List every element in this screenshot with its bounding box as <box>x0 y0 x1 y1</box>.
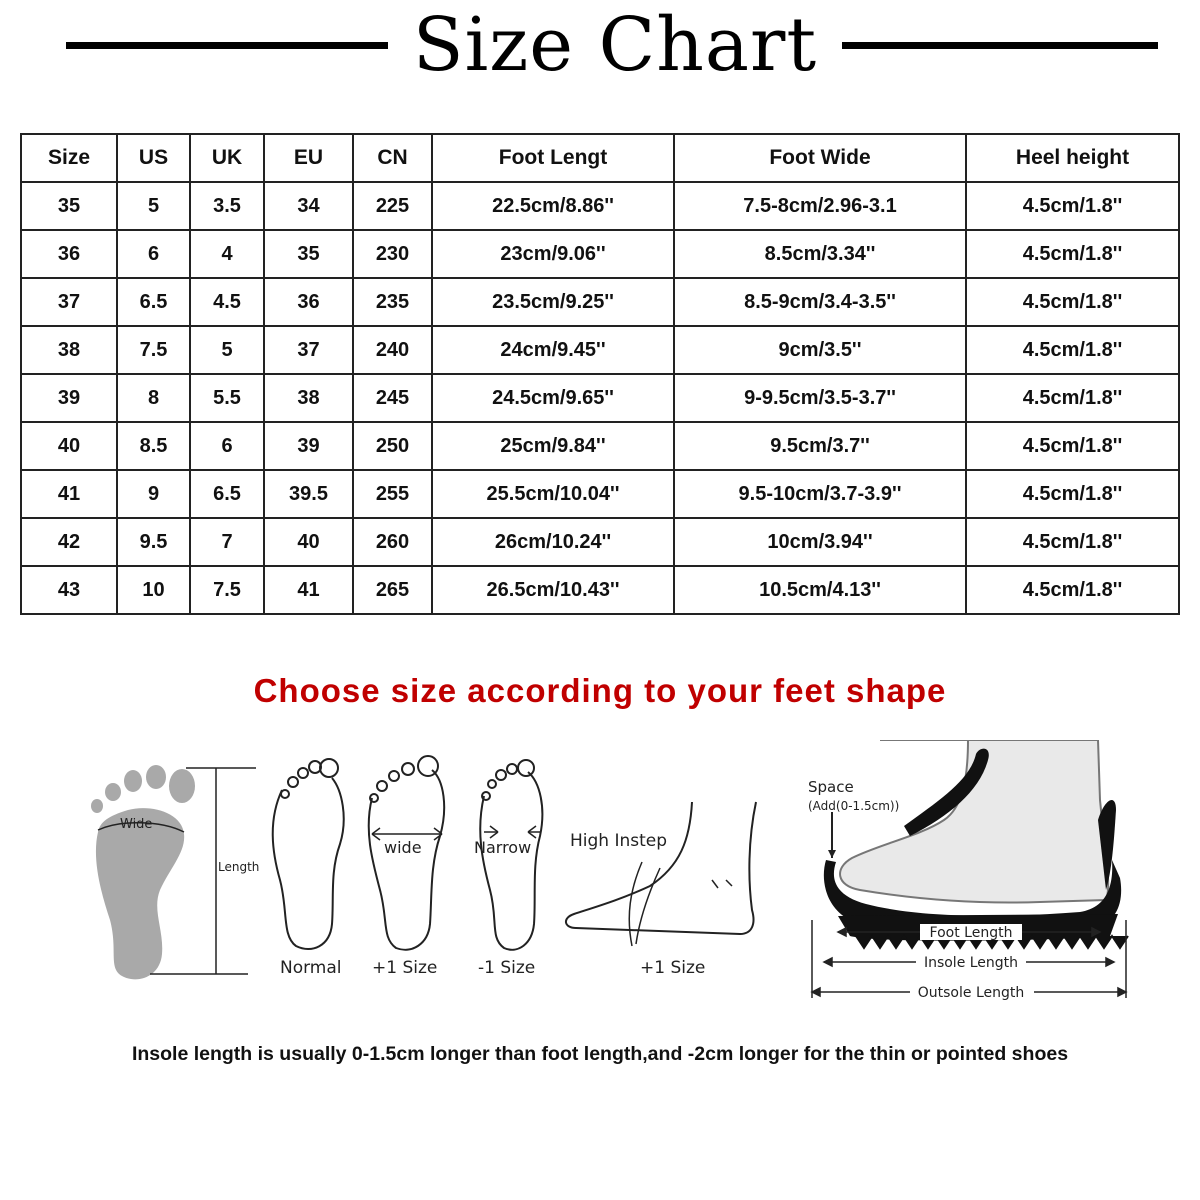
header-heel-height: Heel height <box>966 134 1179 182</box>
insole-length-label: Insole Length <box>923 955 1019 971</box>
cell-cn: 235 <box>353 278 432 326</box>
cell-uk: 5 <box>190 326 264 374</box>
length-label: Length <box>218 860 260 874</box>
table-row <box>21 374 1179 422</box>
cell-uk: 6.5 <box>190 470 264 518</box>
cell-foot-length: 25.5cm/10.04'' <box>432 470 674 518</box>
high-instep-plus-one-size: +1 Size <box>640 958 706 978</box>
table-header-row <box>21 134 1179 182</box>
cell-size: 37 <box>21 278 117 326</box>
title-rule-right <box>842 42 1158 49</box>
cell-foot-wide: 9.5cm/3.7'' <box>674 422 966 470</box>
cell-foot-wide: 7.5-8cm/2.96-3.1 <box>674 182 966 230</box>
header-foot-wide: Foot Wide <box>674 134 966 182</box>
title-rule-left <box>66 42 388 49</box>
cell-heel-height: 4.5cm/1.8'' <box>966 326 1179 374</box>
header-size: Size <box>21 134 117 182</box>
cell-foot-length: 24.5cm/9.65'' <box>432 374 674 422</box>
cell-cn: 245 <box>353 374 432 422</box>
cell-uk: 7 <box>190 518 264 566</box>
cell-us: 10 <box>117 566 190 614</box>
cell-eu: 39.5 <box>264 470 353 518</box>
size-table <box>20 133 1180 615</box>
cell-eu: 36 <box>264 278 353 326</box>
cell-us: 9.5 <box>117 518 190 566</box>
cell-foot-wide: 9-9.5cm/3.5-3.7'' <box>674 374 966 422</box>
cell-foot-length: 23cm/9.06'' <box>432 230 674 278</box>
cell-eu: 39 <box>264 422 353 470</box>
cell-us: 8.5 <box>117 422 190 470</box>
cell-uk: 7.5 <box>190 566 264 614</box>
header-foot-length: Foot Lengt <box>432 134 674 182</box>
cell-heel-height: 4.5cm/1.8'' <box>966 422 1179 470</box>
header-cn: CN <box>353 134 432 182</box>
page-title: Size Chart <box>412 2 818 88</box>
cell-eu: 41 <box>264 566 353 614</box>
cell-cn: 260 <box>353 518 432 566</box>
outsole-length-label: Outsole Length <box>917 985 1025 1001</box>
cell-cn: 250 <box>353 422 432 470</box>
insole-note: Insole length is usually 0-1.5cm longer than foot length,and -2cm longer for the thin or pointed shoes <box>131 1043 1069 1065</box>
cell-size: 41 <box>21 470 117 518</box>
table-row <box>21 422 1179 470</box>
high-instep-label: High Instep <box>570 831 668 851</box>
cell-foot-wide: 10cm/3.94'' <box>674 518 966 566</box>
cell-cn: 255 <box>353 470 432 518</box>
cell-eu: 35 <box>264 230 353 278</box>
cell-foot-wide: 10.5cm/4.13'' <box>674 566 966 614</box>
cell-size: 39 <box>21 374 117 422</box>
cell-foot-length: 24cm/9.45'' <box>432 326 674 374</box>
footprint-icon <box>91 765 195 979</box>
table-row <box>21 230 1179 278</box>
cell-size: 38 <box>21 326 117 374</box>
cell-eu: 37 <box>264 326 353 374</box>
high-instep-foot-icon <box>566 802 756 946</box>
cell-us: 7.5 <box>117 326 190 374</box>
cell-foot-length: 23.5cm/9.25'' <box>432 278 674 326</box>
table-row <box>21 470 1179 518</box>
shoe-cross-section-icon <box>824 740 1128 948</box>
cell-heel-height: 4.5cm/1.8'' <box>966 230 1179 278</box>
cell-us: 9 <box>117 470 190 518</box>
header-us: US <box>117 134 190 182</box>
header-uk: UK <box>190 134 264 182</box>
narrow-minus-one-size: -1 Size <box>478 958 536 978</box>
cell-heel-height: 4.5cm/1.8'' <box>966 182 1179 230</box>
table-row <box>21 326 1179 374</box>
cell-us: 5 <box>117 182 190 230</box>
wide-foot-label: wide <box>384 838 422 857</box>
space-add-label: (Add(0-1.5cm)) <box>808 799 900 813</box>
normal-label: Normal <box>280 958 342 978</box>
cell-foot-wide: 9.5-10cm/3.7-3.9'' <box>674 470 966 518</box>
cell-cn: 225 <box>353 182 432 230</box>
cell-uk: 6 <box>190 422 264 470</box>
table-row <box>21 566 1179 614</box>
space-label: Space <box>808 778 854 796</box>
cell-eu: 40 <box>264 518 353 566</box>
narrow-label: Narrow <box>474 838 532 857</box>
cell-eu: 34 <box>264 182 353 230</box>
cell-heel-height: 4.5cm/1.8'' <box>966 470 1179 518</box>
table-row <box>21 182 1179 230</box>
normal-foot-icon <box>273 759 344 949</box>
foot-length-label: Foot Length <box>929 925 1013 941</box>
cell-heel-height: 4.5cm/1.8'' <box>966 518 1179 566</box>
cell-size: 42 <box>21 518 117 566</box>
cell-foot-wide: 9cm/3.5'' <box>674 326 966 374</box>
cell-size: 40 <box>21 422 117 470</box>
foot-shape-svg <box>0 740 1200 1010</box>
cell-uk: 4.5 <box>190 278 264 326</box>
header-eu: EU <box>264 134 353 182</box>
cell-foot-length: 26.5cm/10.43'' <box>432 566 674 614</box>
cell-size: 43 <box>21 566 117 614</box>
cell-foot-length: 26cm/10.24'' <box>432 518 674 566</box>
cell-foot-length: 22.5cm/8.86'' <box>432 182 674 230</box>
cell-foot-length: 25cm/9.84'' <box>432 422 674 470</box>
cell-heel-height: 4.5cm/1.8'' <box>966 374 1179 422</box>
cell-us: 6 <box>117 230 190 278</box>
cell-cn: 240 <box>353 326 432 374</box>
cell-uk: 4 <box>190 230 264 278</box>
cell-heel-height: 4.5cm/1.8'' <box>966 278 1179 326</box>
foot-shape-illustration <box>0 740 1200 1010</box>
cell-us: 6.5 <box>117 278 190 326</box>
cell-us: 8 <box>117 374 190 422</box>
cell-cn: 265 <box>353 566 432 614</box>
cell-uk: 3.5 <box>190 182 264 230</box>
cell-size: 36 <box>21 230 117 278</box>
cell-heel-height: 4.5cm/1.8'' <box>966 566 1179 614</box>
cell-foot-wide: 8.5cm/3.34'' <box>674 230 966 278</box>
cell-foot-wide: 8.5-9cm/3.4-3.5'' <box>674 278 966 326</box>
cell-size: 35 <box>21 182 117 230</box>
cell-cn: 230 <box>353 230 432 278</box>
table-row <box>21 518 1179 566</box>
wide-plus-one-size: +1 Size <box>372 958 438 978</box>
section-subtitle: Choose size according to your feet shape <box>253 672 947 709</box>
table-row <box>21 278 1179 326</box>
cell-uk: 5.5 <box>190 374 264 422</box>
cell-eu: 38 <box>264 374 353 422</box>
wide-label: Wide <box>120 817 153 832</box>
